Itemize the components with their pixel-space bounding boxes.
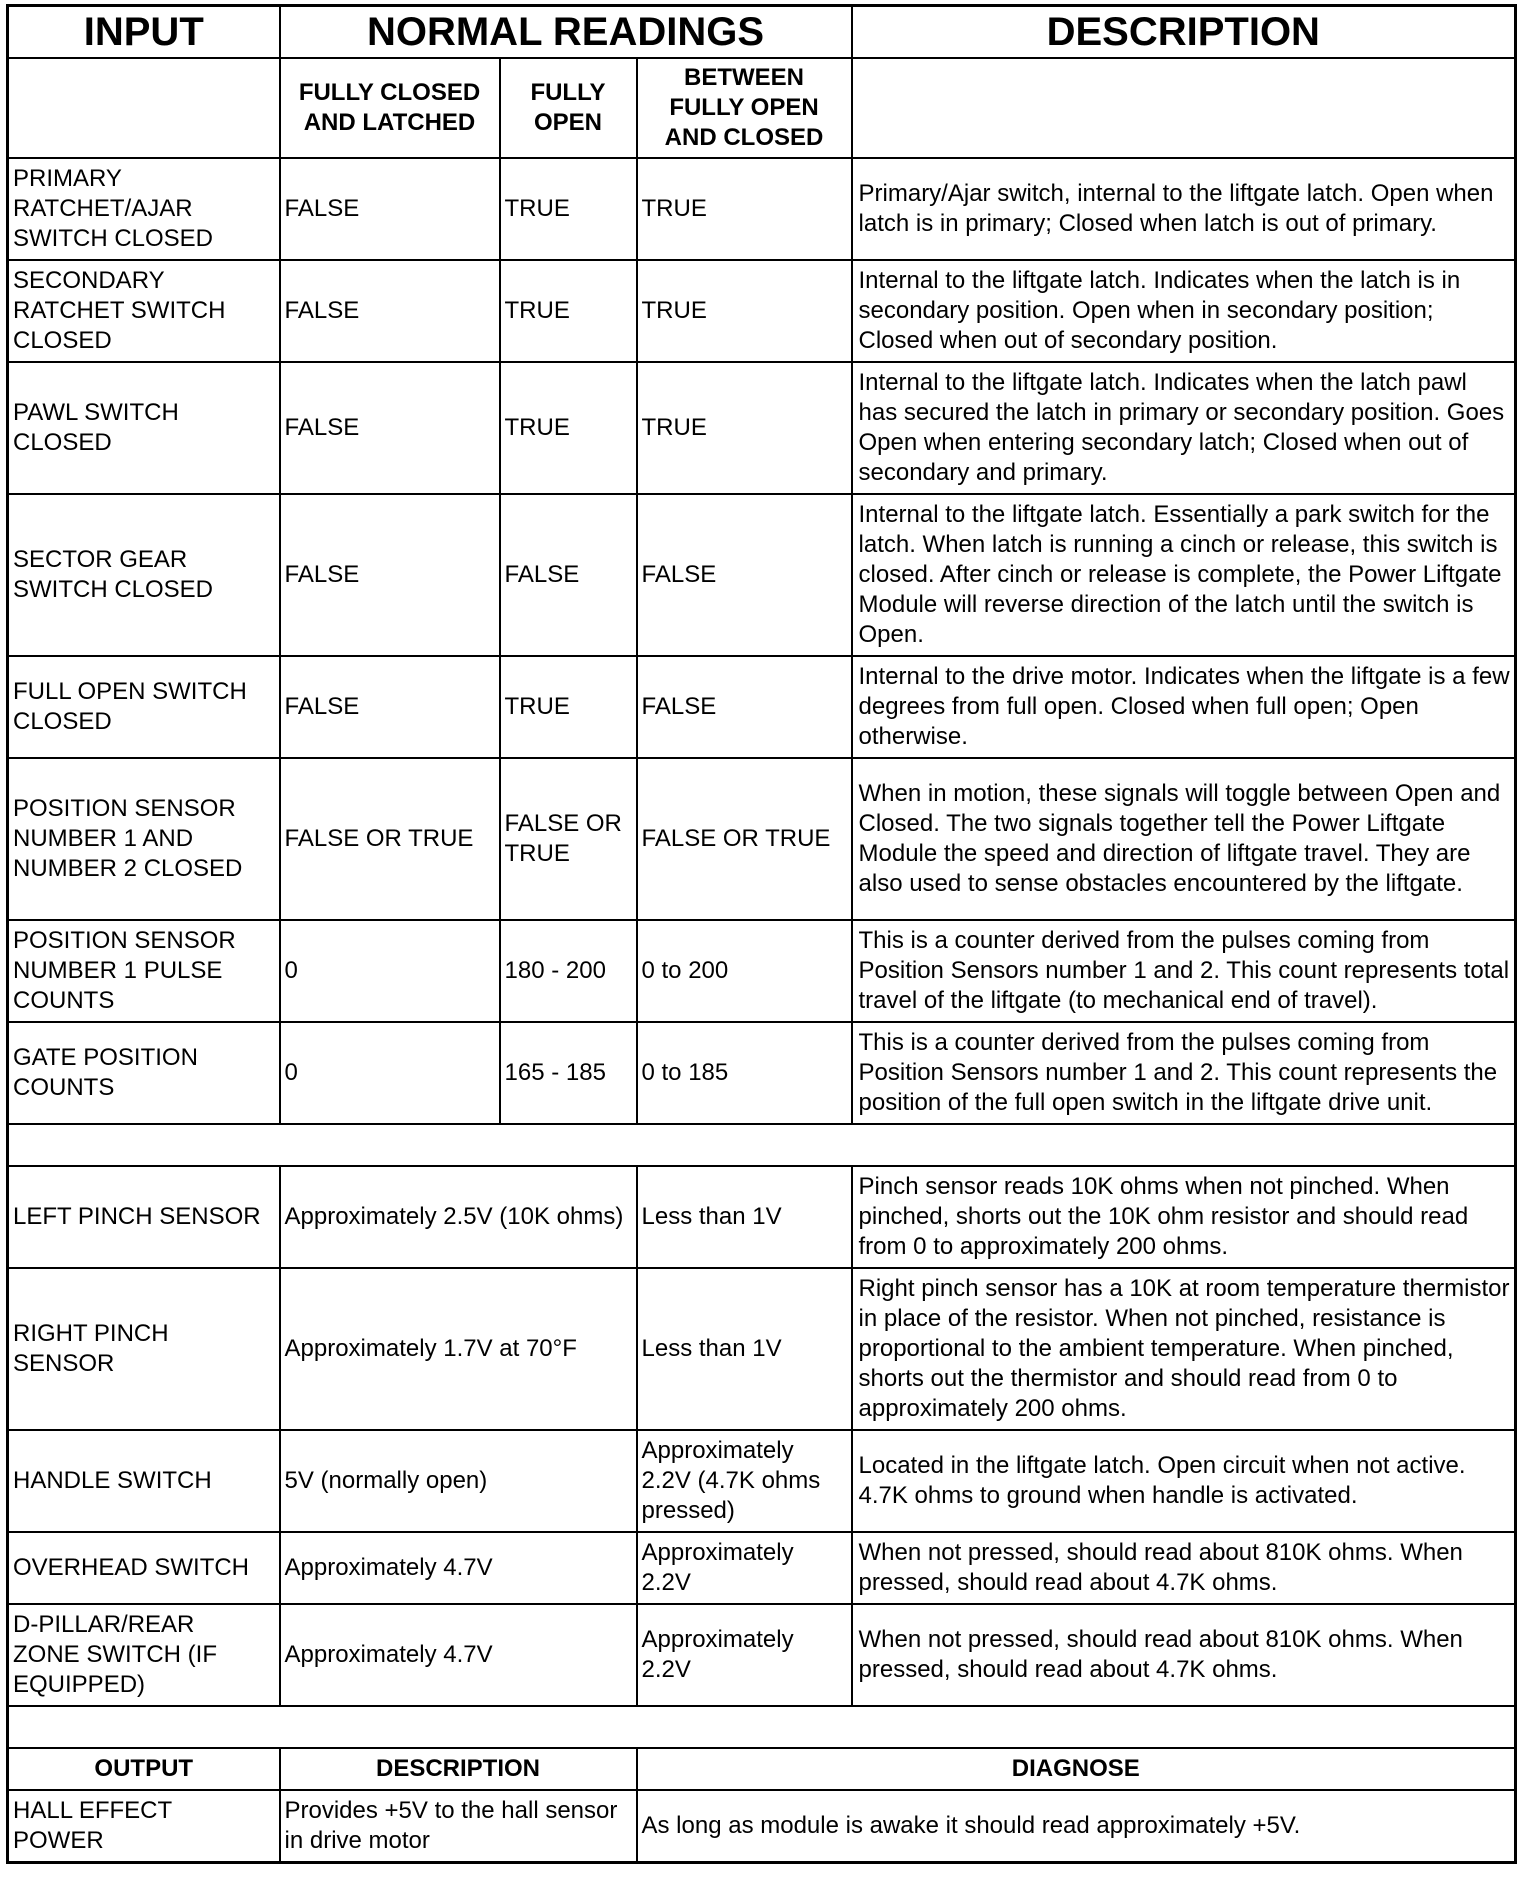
description-cell: This is a counter derived from the pulses coming from Position Sensors number 1 and 2. This count represents the position of the full open switch in the liftgate drive unit. <box>852 1022 1516 1124</box>
input-cell: D-PILLAR/REAR ZONE SWITCH (IF EQUIPPED) <box>8 1604 280 1706</box>
input-cell: SECTOR GEAR SWITCH CLOSED <box>8 494 280 656</box>
output-header-row <box>8 1748 1516 1790</box>
output-cell: HALL EFFECT POWER <box>8 1790 280 1862</box>
open-cell: TRUE <box>500 260 637 362</box>
description-cell: When not pressed, should read about 810K ohms. When pressed, should read about 4.7K ohms. <box>852 1604 1516 1706</box>
table-row <box>8 1166 1516 1268</box>
description-cell: This is a counter derived from the pulses coming from Position Sensors number 1 and 2. This count represents total travel of the liftgate (to mechanical end of travel). <box>852 920 1516 1022</box>
open-cell: TRUE <box>500 656 637 758</box>
normal-reading-cell: Approximately 1.7V at 70°F <box>280 1268 637 1430</box>
subheader-fully-closed: FULLY CLOSED AND LATCHED <box>280 58 500 158</box>
input-cell: PRIMARY RATCHET/AJAR SWITCH CLOSED <box>8 158 280 260</box>
normal-reading-cell: Approximately 2.5V (10K ohms) <box>280 1166 637 1268</box>
between-cell: FALSE <box>637 494 852 656</box>
pressed-reading-cell: Approximately 2.2V (4.7K ohms pressed) <box>637 1430 852 1532</box>
description-cell: Internal to the liftgate latch. Indicates when the latch is in secondary position. Open when in secondary position; Closed when out of secondary position. <box>852 260 1516 362</box>
table-row <box>8 758 1516 920</box>
header-row <box>8 6 1516 59</box>
input-header: INPUT <box>8 6 280 59</box>
input-cell: POSITION SENSOR NUMBER 1 PULSE COUNTS <box>8 920 280 1022</box>
description-cell: Right pinch sensor has a 10K at room temperature thermistor in place of the resistor. When not pinched, resistance is proportional to the ambient temperature. When pinched, shorts out the thermistor and should read from 0 to approximately 200 ohms. <box>852 1268 1516 1430</box>
description-cell: Located in the liftgate latch. Open circuit when not active. 4.7K ohms to ground when handle is activated. <box>852 1430 1516 1532</box>
output-header: OUTPUT <box>8 1748 280 1790</box>
between-cell: TRUE <box>637 362 852 494</box>
table-row <box>8 920 1516 1022</box>
pressed-reading-cell: Approximately 2.2V <box>637 1604 852 1706</box>
spacer-cell <box>8 1124 1516 1166</box>
subheader-between: BETWEEN FULLY OPEN AND CLOSED <box>637 58 852 158</box>
normal-reading-cell: Approximately 4.7V <box>280 1604 637 1706</box>
open-cell: FALSE OR TRUE <box>500 758 637 920</box>
table-row <box>8 362 1516 494</box>
open-cell: FALSE <box>500 494 637 656</box>
table-row <box>8 494 1516 656</box>
description-cell: When in motion, these signals will toggle between Open and Closed. The two signals together tell the Power Liftgate Module the speed and direction of liftgate travel. They are also used to sense obstacles encountered by the liftgate. <box>852 758 1516 920</box>
input-cell: OVERHEAD SWITCH <box>8 1532 280 1604</box>
output-description-header: DESCRIPTION <box>280 1748 637 1790</box>
diagnose-header: DIAGNOSE <box>637 1748 1516 1790</box>
pressed-reading-cell: Approximately 2.2V <box>637 1532 852 1604</box>
table-row <box>8 656 1516 758</box>
spacer-cell <box>8 1706 1516 1748</box>
description-header: DESCRIPTION <box>852 6 1516 59</box>
table-row <box>8 1532 1516 1604</box>
spacer-row <box>8 1124 1516 1166</box>
between-cell: 0 to 200 <box>637 920 852 1022</box>
between-cell: FALSE <box>637 656 852 758</box>
closed-cell: FALSE OR TRUE <box>280 758 500 920</box>
table-row <box>8 1790 1516 1862</box>
open-cell: TRUE <box>500 362 637 494</box>
closed-cell: FALSE <box>280 494 500 656</box>
description-cell: Pinch sensor reads 10K ohms when not pinched. When pinched, shorts out the 10K ohm resistor and should read from 0 to approximately 200 ohms. <box>852 1166 1516 1268</box>
description-cell: Internal to the liftgate latch. Essentially a park switch for the latch. When latch is running a cinch or release, this switch is closed. After cinch or release is complete, the Power Liftgate Module will reverse direction of the latch until the switch is Open. <box>852 494 1516 656</box>
input-cell: FULL OPEN SWITCH CLOSED <box>8 656 280 758</box>
between-cell: 0 to 185 <box>637 1022 852 1124</box>
table-row <box>8 1430 1516 1532</box>
description-cell: Internal to the drive motor. Indicates when the liftgate is a few degrees from full open. Closed when full open; Open otherwise. <box>852 656 1516 758</box>
description-cell: When not pressed, should read about 810K ohms. When pressed, should read about 4.7K ohms. <box>852 1532 1516 1604</box>
table-row <box>8 158 1516 260</box>
closed-cell: 0 <box>280 920 500 1022</box>
closed-cell: 0 <box>280 1022 500 1124</box>
output-description-cell: Provides +5V to the hall sensor in drive motor <box>280 1790 637 1862</box>
closed-cell: FALSE <box>280 362 500 494</box>
spacer-row <box>8 1706 1516 1748</box>
input-cell: RIGHT PINCH SENSOR <box>8 1268 280 1430</box>
subheader-blank-description <box>852 58 1516 158</box>
input-cell: PAWL SWITCH CLOSED <box>8 362 280 494</box>
input-cell: SECONDARY RATCHET SWITCH CLOSED <box>8 260 280 362</box>
normal-readings-header: NORMAL READINGS <box>280 6 852 59</box>
description-cell: Primary/Ajar switch, internal to the liftgate latch. Open when latch is in primary; Closed when latch is out of primary. <box>852 158 1516 260</box>
input-cell: GATE POSITION COUNTS <box>8 1022 280 1124</box>
closed-cell: FALSE <box>280 656 500 758</box>
normal-reading-cell: Approximately 4.7V <box>280 1532 637 1604</box>
open-cell: TRUE <box>500 158 637 260</box>
closed-cell: FALSE <box>280 260 500 362</box>
diagnose-cell: As long as module is awake it should read approximately +5V. <box>637 1790 1516 1862</box>
pressed-reading-cell: Less than 1V <box>637 1166 852 1268</box>
input-cell: POSITION SENSOR NUMBER 1 AND NUMBER 2 CLOSED <box>8 758 280 920</box>
liftgate-diagnostic-table <box>6 4 1517 1864</box>
subheader-fully-open: FULLY OPEN <box>500 58 637 158</box>
normal-reading-cell: 5V (normally open) <box>280 1430 637 1532</box>
between-cell: FALSE OR TRUE <box>637 758 852 920</box>
table-row <box>8 260 1516 362</box>
closed-cell: FALSE <box>280 158 500 260</box>
subheader-blank-input <box>8 58 280 158</box>
between-cell: TRUE <box>637 260 852 362</box>
table-row <box>8 1604 1516 1706</box>
between-cell: TRUE <box>637 158 852 260</box>
table-row <box>8 1268 1516 1430</box>
description-cell: Internal to the liftgate latch. Indicates when the latch pawl has secured the latch in primary or secondary position. Goes Open when entering secondary latch; Closed when out of secondary and primary. <box>852 362 1516 494</box>
pressed-reading-cell: Less than 1V <box>637 1268 852 1430</box>
open-cell: 180 - 200 <box>500 920 637 1022</box>
open-cell: 165 - 185 <box>500 1022 637 1124</box>
input-cell: LEFT PINCH SENSOR <box>8 1166 280 1268</box>
table-row <box>8 1022 1516 1124</box>
subheader-row <box>8 58 1516 158</box>
input-cell: HANDLE SWITCH <box>8 1430 280 1532</box>
